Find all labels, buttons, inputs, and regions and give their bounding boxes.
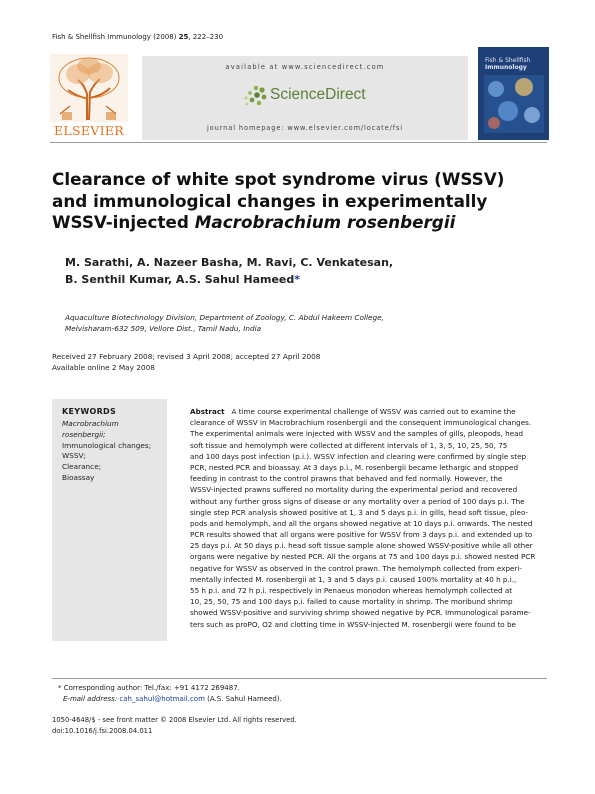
email-suffix: (A.S. Sahul Hameed).	[207, 694, 282, 703]
received-dates: Received 27 February 2008; revised 3 April 2008; accepted 27 April 2008	[52, 352, 321, 361]
available-at-text[interactable]: available at www.sciencedirect.com	[225, 63, 385, 71]
abstract-label: Abstract	[190, 407, 225, 416]
cover-art-icon	[484, 75, 544, 133]
keyword-item: Clearance;	[62, 462, 102, 472]
abstract-line: 55 h p.i. and 72 h p.i. respectively in Penaeus monodon whereas hemolymph collected at	[190, 586, 513, 595]
authors-line-1: M. Sarathi, A. Nazeer Basha, M. Ravi, C. Venkatesan,	[65, 256, 394, 269]
doi-line[interactable]: doi:10.1016/j.fsi.2008.04.011	[52, 726, 153, 735]
sciencedirect-dots-icon	[242, 84, 268, 108]
abstract-line: The experimental animals were injected with WSSV and the samples of gills, pleopods, head	[190, 429, 524, 439]
header-divider	[50, 142, 547, 143]
title-line-3	[52, 212, 532, 234]
abstract-line: mentally infected M. rosenbergii at 1, 3 and 5 days p.i. caused 100% mortality at 40 h p.i.,	[190, 574, 517, 584]
affiliation	[65, 312, 384, 335]
journal-homepage-text[interactable]: journal homepage: www.elsevier.com/locate/fsi	[206, 124, 404, 132]
abstract-line: organs were negative by nested PCR. All the organs at 75 and 100 days p.i. showed nested PCR	[190, 552, 536, 562]
abstract-line: pods and hemolymph, and all the organs showed negative at 10 days p.i. onwards. The nested	[190, 518, 533, 528]
corresponding-author-note: * Corresponding author: Tel./fax: +91 4172 269487.	[58, 684, 240, 692]
title-species: Macrobrachium rosenbergii	[194, 212, 456, 232]
abstract-line: and 100 days post infection (p.i.). WSSV infection and clearing were confirmed by single step	[190, 451, 527, 461]
article-history	[52, 352, 320, 374]
abstract-line: soft tissue and hemolymph were collected at different intervals of 1, 3, 5, 10, 25, 50, 75	[190, 440, 508, 450]
journal-volume: 25	[178, 33, 189, 41]
keywords-heading: KEYWORDS	[62, 407, 117, 416]
cover-title	[485, 57, 530, 71]
cover-title-line2: Immunology	[485, 64, 527, 72]
affiliation-line-2: Melvisharam-632 509, Vellore Dist., Tamil Nadu, India	[65, 324, 262, 334]
email-link[interactable]: cah_sahul@hotmail.com	[119, 694, 205, 703]
footnote	[58, 683, 282, 705]
keyword-item: WSSV;	[62, 451, 86, 461]
journal-pages: , 222–230	[188, 33, 224, 41]
cover-title-line1: Fish & Shellfish	[485, 57, 531, 64]
keywords-list	[62, 419, 151, 484]
available-online-date: Available online 2 May 2008	[52, 362, 155, 372]
article-title	[52, 169, 532, 234]
elsevier-wordmark: ELSEVIER	[53, 123, 124, 138]
abstract-line: negative for WSSV as observed in the control prawn. The hemolymph collected from experi-	[190, 563, 522, 573]
abstract-line: PCR, nested PCR and bioassay. At 3 days p.i., M. rosenbergii became lethargic and stopped	[190, 462, 519, 472]
abstract-line: 25 days p.i. At 50 days p.i. head soft tissue sample alone showed WSSV-positive while all other	[190, 541, 533, 551]
sciencedirect-logo[interactable]	[242, 82, 382, 110]
affiliation-line-1: Aquaculture Biotechnology Division, Department of Zoology, C. Abdul Hakeem College,	[65, 313, 384, 322]
abstract-line: showed WSSV-positive and surviving shrimp showed negative by PCR. Immunological parame-	[190, 608, 531, 618]
author-list	[65, 255, 485, 288]
elsevier-tree-icon	[50, 54, 128, 122]
keyword-item: Immunological changes;	[62, 440, 152, 450]
abstract	[190, 406, 550, 630]
abstract-line: without any further gross signs of disease or any mortality over a period of 100 days p.i. The	[190, 496, 525, 506]
abstract-line: clearance of WSSV in Macrobrachium rosenbergii and the consequent immunological changes.	[190, 418, 532, 428]
title-line-2: and immunological changes in experimentally	[52, 190, 488, 211]
issn-line: 1050-4648/$ - see front matter © 2008 Elsevier Ltd. All rights reserved.	[52, 716, 297, 724]
corresponding-author-marker[interactable]: *	[294, 272, 301, 286]
footnote-divider	[52, 678, 547, 679]
email-line	[58, 694, 282, 705]
abstract-line: feeding in contrast to the control prawns that behaved and fed normally. However, the	[190, 474, 503, 484]
keyword-item: Bioassay	[62, 472, 95, 482]
email-label: E-mail address:	[63, 694, 118, 703]
abstract-line: ters such as proPO, O2 and clotting time in WSSV-injected M. rosenbergii were found to be	[190, 619, 516, 629]
authors-line-2	[65, 272, 485, 289]
abstract-line: single step PCR analysis showed positive at 1, 3 and 5 days p.i. in gills, head soft tissue, pleo-	[190, 507, 529, 517]
abstract-line: PCR results showed that all organs were positive for WSSV from 3 days p.i. and extended up to	[190, 530, 533, 540]
journal-name: Fish & Shellfish Immunology (2008)	[52, 33, 177, 41]
elsevier-logo[interactable]	[50, 54, 130, 140]
journal-cover-image[interactable]	[478, 47, 549, 140]
keywords-box	[52, 399, 167, 641]
keyword-item: rosenbergii;	[62, 429, 106, 439]
abstract-line: WSSV-injected prawns suffered no mortality during the experimental period and recovered	[190, 485, 518, 495]
abstract-line: Abstract A time course experimental challenge of WSSV was carried out to examine the	[190, 407, 516, 416]
title-line-1: Clearance of white spot syndrome virus (WSSV)	[52, 169, 505, 189]
front-matter	[52, 715, 297, 737]
keyword-item: Macrobrachium	[62, 419, 119, 428]
title-line-3-plain: WSSV-injected	[52, 212, 195, 232]
authors-line-2-text: B. Senthil Kumar, A.S. Sahul Hameed	[65, 272, 295, 286]
sciencedirect-name: ScienceDirect	[270, 86, 366, 103]
journal-reference	[52, 33, 223, 41]
sciencedirect-banner	[142, 56, 468, 140]
abstract-line: 10, 25, 50, 75 and 100 days p.i. failed to cause mortality in shrimp. The moribund shrimp	[190, 597, 513, 607]
